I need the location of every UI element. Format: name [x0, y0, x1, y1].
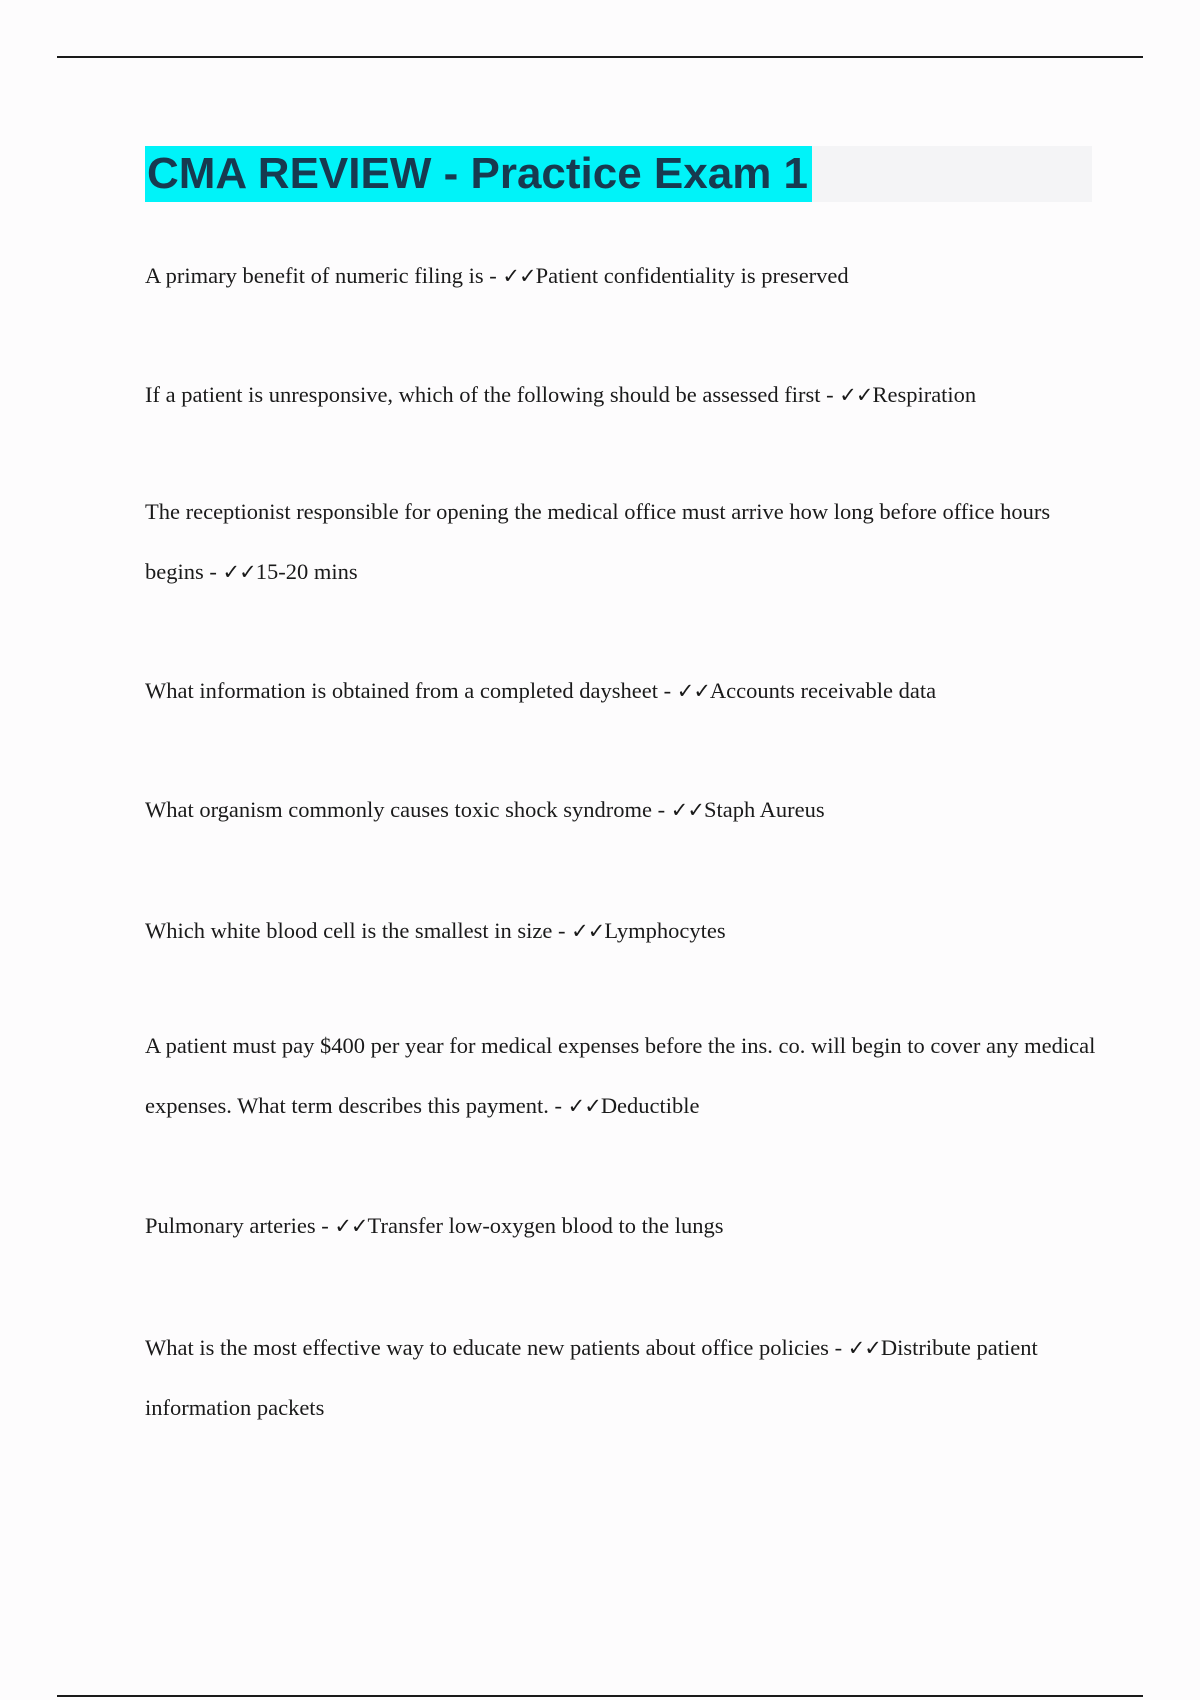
top-rule	[57, 56, 1143, 58]
qa-item-9	[145, 1318, 1100, 1438]
separator: -	[652, 797, 671, 822]
question-text: The receptionist responsible for opening the medical office must arrive how long before office hours begins	[145, 499, 1051, 584]
answer-text: Accounts receivable data	[709, 678, 937, 703]
double-check-icon: ✓✓	[571, 919, 605, 943]
separator: -	[552, 918, 572, 943]
separator: -	[657, 678, 677, 703]
answer-text: Deductible	[600, 1093, 700, 1118]
double-check-icon: ✓✓	[502, 264, 536, 288]
qa-item-4	[145, 661, 1100, 721]
qa-item-8	[145, 1196, 1100, 1256]
double-check-icon: ✓✓	[670, 798, 704, 822]
answer-text: Patient confidentiality is preserved	[535, 263, 849, 288]
separator: -	[483, 263, 503, 288]
qa-item-7	[145, 1016, 1100, 1136]
question-text: What information is obtained from a completed daysheet	[145, 678, 658, 703]
question-text: A primary benefit of numeric filing is	[145, 263, 484, 288]
question-text: What organism commonly causes toxic shock syndrome	[145, 797, 652, 822]
question-text: A patient must pay $400 per year for medical expenses before the ins. co. will begin to cover any medical expenses. What term describes this payment.	[145, 1033, 1096, 1118]
answer-text: Respiration	[872, 382, 977, 407]
separator: -	[548, 1093, 568, 1118]
bottom-rule	[57, 1695, 1143, 1697]
qa-item-3	[145, 482, 1100, 602]
separator: -	[828, 1335, 848, 1360]
double-check-icon: ✓✓	[847, 1336, 881, 1360]
separator: -	[315, 1213, 335, 1238]
qa-item-2	[145, 365, 1100, 425]
answer-text: Distribute patient information packets	[145, 1335, 1038, 1420]
answer-text: Transfer low-oxygen blood to the lungs	[367, 1213, 724, 1238]
question-text: If a patient is unresponsive, which of the following should be assessed first	[145, 382, 821, 407]
double-check-icon: ✓✓	[334, 1214, 368, 1238]
double-check-icon: ✓✓	[839, 383, 873, 407]
page-title: CMA REVIEW - Practice Exam 1	[145, 146, 812, 202]
answer-text: 15-20 mins	[255, 559, 358, 584]
answer-text: Staph Aureus	[703, 797, 825, 822]
double-check-icon: ✓✓	[222, 560, 256, 584]
qa-item-5	[145, 780, 1100, 840]
separator: -	[820, 382, 840, 407]
double-check-icon: ✓✓	[567, 1094, 601, 1118]
question-text: Pulmonary arteries	[145, 1213, 316, 1238]
qa-item-1	[145, 246, 1100, 306]
separator: -	[203, 559, 223, 584]
question-text: Which white blood cell is the smallest in size	[145, 918, 553, 943]
question-text: What is the most effective way to educate new patients about office policies	[145, 1335, 829, 1360]
answer-text: Lymphocytes	[604, 918, 726, 943]
double-check-icon: ✓✓	[676, 679, 710, 703]
qa-item-6	[145, 901, 1100, 961]
